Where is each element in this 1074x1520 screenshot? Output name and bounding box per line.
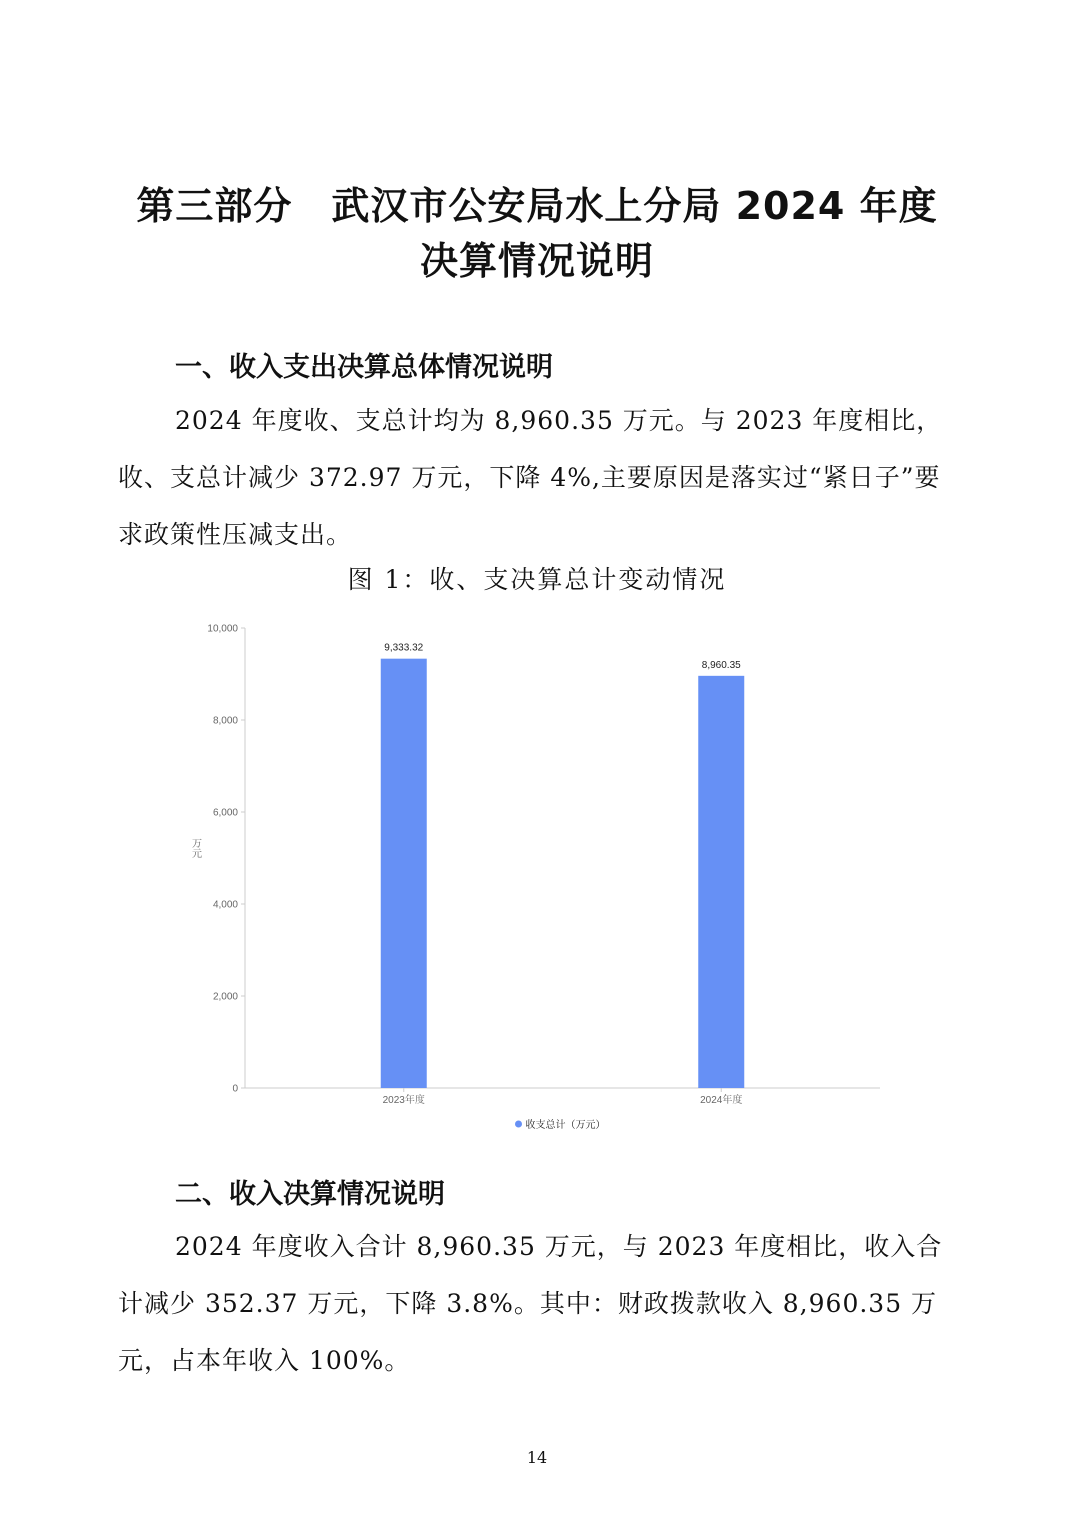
bar-1	[381, 659, 427, 1088]
page-title-line2: 决算情况说明	[419, 239, 654, 283]
x-tick-label: 2024年度	[700, 1095, 743, 1106]
y-tick-label: 10,000	[207, 623, 238, 635]
revenue-expenditure-bar-chart	[160, 610, 900, 1140]
y-tick-label: 8,000	[212, 715, 238, 727]
section2-paragraph: 2024 年度收入合计 8,960.35 万元，与 2023 年度相比，收入合计减少 352.37 万元，下降 3.8%。其中：财政拨款收入 8,960.35 万元，占本年收入 100%。	[118, 1232, 943, 1375]
y-tick-label: 4,000	[212, 899, 238, 911]
y-axis-title: 万元	[189, 838, 201, 858]
y-tick-label: 2,000	[212, 991, 238, 1003]
legend-label: 收支总计（万元）	[525, 1120, 606, 1131]
bar-value-label: 9,333.32	[384, 642, 424, 654]
chart-legend	[515, 1118, 606, 1131]
bar-value-label: 8,960.35	[701, 659, 741, 671]
page-title-line1: 第三部分 武汉市公安局水上分局 2024 年度	[136, 184, 938, 228]
y-tick-label: 6,000	[212, 807, 238, 819]
figure-caption: 图 1：收、支决算总计变动情况	[347, 565, 727, 594]
x-tick-label: 2023年度	[382, 1095, 425, 1106]
section2-heading: 二、收入决算情况说明	[175, 1179, 445, 1210]
page-number: 14	[526, 1448, 548, 1467]
section1-paragraph: 2024 年度收、支总计均为 8,960.35 万元。与 2023 年度相比，收、支总计减少 372.97 万元，下降 4%,主要原因是落实过“紧日子”要求政策性压减支出。	[118, 406, 943, 549]
legend-swatch	[515, 1121, 522, 1128]
section1-heading: 一、收入支出决算总体情况说明	[175, 352, 553, 383]
bar-2	[698, 676, 744, 1088]
y-tick-label: 0	[232, 1083, 238, 1095]
